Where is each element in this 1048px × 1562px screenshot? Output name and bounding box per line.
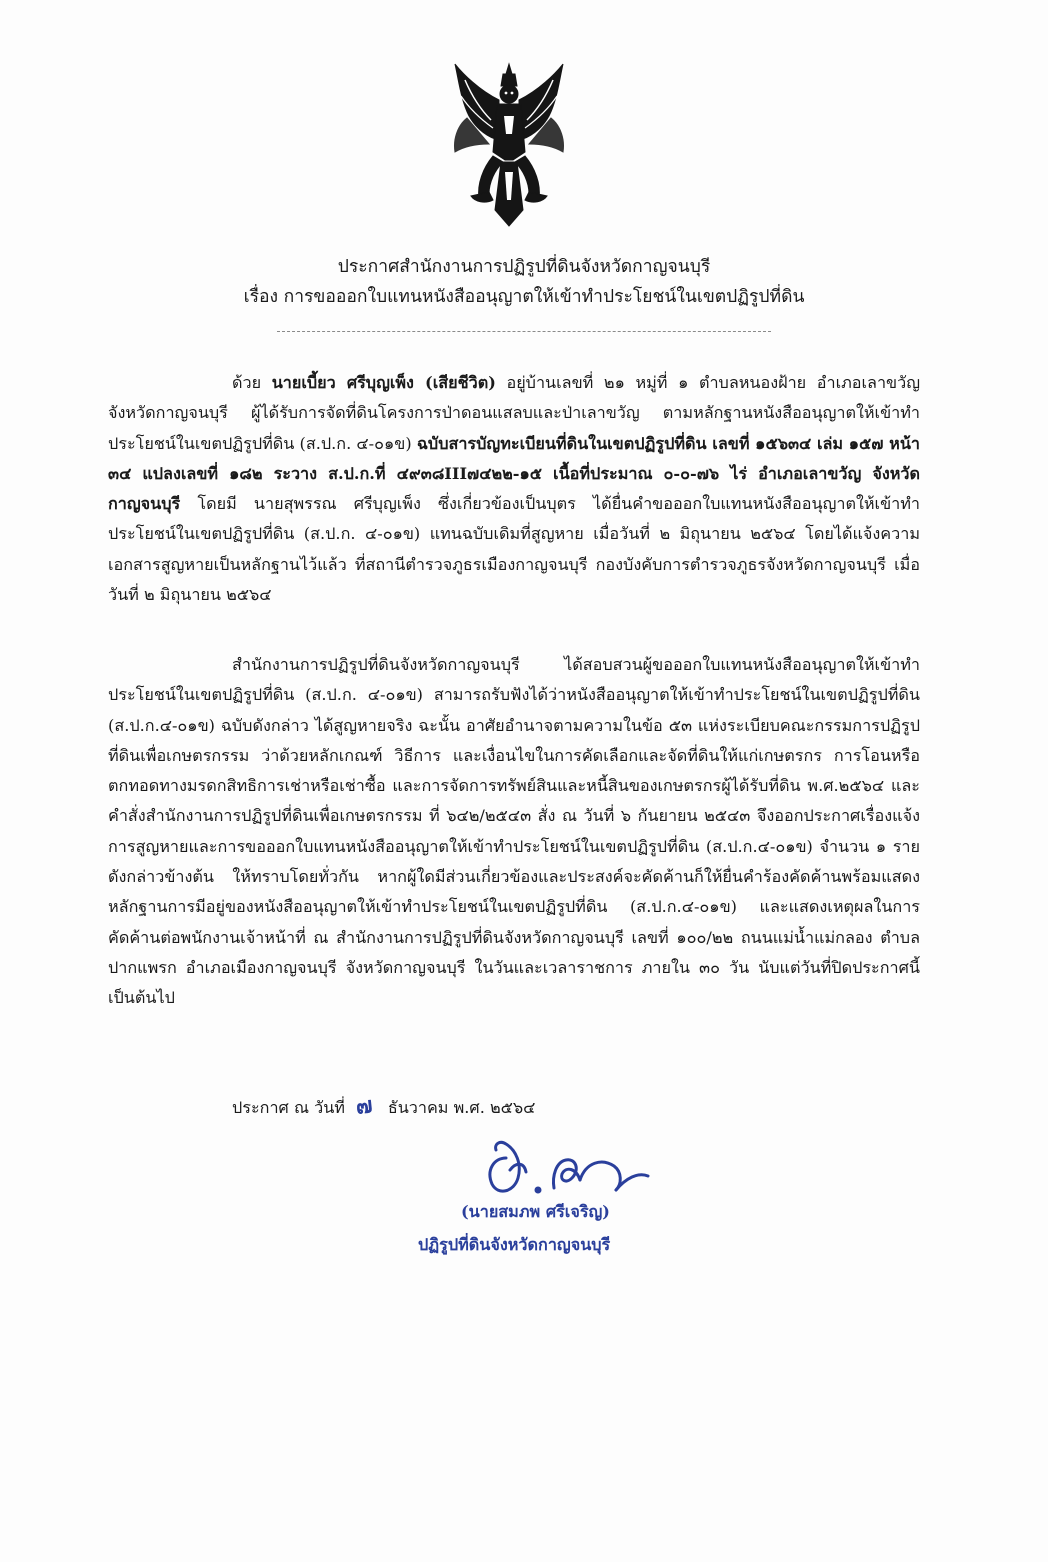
date-prefix: ประกาศ ณ วันที่ <box>232 1098 345 1117</box>
p1-segment: ด้วย <box>232 373 272 392</box>
signer-position: ปฏิรูปที่ดินจังหวัดกาญจนบุรี <box>418 1235 611 1254</box>
announcement-subject: เรื่อง การขอออกใบแทนหนังสืออนุญาตให้เข้าทำประโยชน์ในเขตปฏิรูปที่ดิน <box>243 287 805 307</box>
p1-person-name: นายเบี้ยว ศรีบุญเพ็ง (เสียชีวิต) <box>271 373 496 392</box>
p1-segment: โดยมี นายสุพรรณ ศรีบุญเพ็ง ซึ่งเกี่ยวข้องเป็นบุตร ได้ยื่นคำขอออกใบแทนหนังสืออนุญาตให้เข้าทำประโยชน์ในเขตปฏิรูปที่ดิน (ส.ป.ก. ๔-๐๑ข) แทนฉบับเดิมที่สูญหาย เมื่อวันที่ ๒ มิถุนายน ๒๕๖๔ โดยได้แจ้งความเอกสารสูญหายเป็นหลักฐานไว้แล้ว ที่สถานีตำรวจภูธรเมืองกาญจนบุรี กองบังคับการตำรวจภูธรจังหวัดกาญจนบุรี เมื่อวันที่ ๒ มิถุนายน ๒๕๖๔ <box>108 494 920 605</box>
paragraph-2: สำนักงานการปฏิรูปที่ดินจังหวัดกาญจนบุรี ได้สอบสวนผู้ขอออกใบแทนหนังสืออนุญาตให้เข้าทำประโยชน์ในเขตปฏิรูปที่ดิน (ส.ป.ก. ๔-๐๑ข) สามารถรับฟังได้ว่าหนังสืออนุญาตให้เข้าทำประโยชน์ในเขตปฏิรูปที่ดิน (ส.ป.ก.๔-๐๑ข) ฉบับดังกล่าว ได้สูญหายจริง ฉะนั้น อาศัยอำนาจตามความในข้อ ๕๓ แห่งระเบียบคณะกรรมการปฏิรูปที่ดินเพื่อเกษตรกรรม ว่าด้วยหลักเกณฑ์ วิธีการ และเงื่อนไขในการคัดเลือกและจัดที่ดินให้แก่เกษตรกร การโอนหรือตกทอดทางมรดกสิทธิการเช่าหรือเช่าซื้อ และการจัดการทรัพย์สินและหนี้สินของเกษตรกรผู้ได้รับที่ดิน พ.ศ.๒๕๖๔ และคำสั่งสำนักงานการปฏิรูปที่ดินเพื่อเกษตรกรรม ที่ ๖๔๒/๒๕๔๓ สั่ง ณ วันที่ ๖ กันยายน ๒๕๔๓ จึงออกประกาศเรื่องแจ้งการสูญหายและการขอออกใบแทนหนังสืออนุญาตให้เข้าทำประโยชน์ในเขตปฏิรูปที่ดิน (ส.ป.ก.๔-๐๑ข) จำนวน ๑ ราย ดังกล่าวข้างต้น ให้ทราบโดยทั่วกัน หากผู้ใดมีส่วนเกี่ยวข้องและประสงค์จะคัดค้านก็ให้ยื่นคำร้องคัดค้านพร้อมแสดงหลักฐานการมีอยู่ของหนังสืออนุญาตให้เข้าทำประโยชน์ในเขตปฏิรูปที่ดิน (ส.ป.ก.๔-๐๑ข) และแสดงเหตุผลในการคัดค้านต่อพนักงานเจ้าหน้าที่ ณ สำนักงานการปฏิรูปที่ดินจังหวัดกาญจนบุรี เลขที่ ๑๐๐/๒๒ ถนนแม่น้ำแม่กลอง ตำบลปากแพรก อำเภอเมืองกาญจนบุรี จังหวัดกาญจนบุรี ในวันและเวลาราชการ ภายใน ๓๐ วัน นับแต่วันที่ปิดประกาศนี้ เป็นต้นไป <box>108 655 920 1008</box>
paragraph-1 <box>108 368 920 610</box>
date-suffix: ธันวาคม พ.ศ. ๒๕๖๔ <box>387 1098 536 1117</box>
announcement-title: ประกาศสำนักงานการปฏิรูปที่ดินจังหวัดกาญจนบุรี <box>337 257 711 277</box>
p1-segment: อยู่บ้านเลขที่ ๒๑ หมู่ที่ ๑ ตำบลหนองฝ้าย อำเภอเลาขวัญ จังหวัดกาญจนบุรี ผู้ได้รับการจัดที่ดินโครงการป่าดอนแสลบและป่าเลาขวัญ ตามหลักฐานหนังสืออนุญาตให้เข้าทำประโยชน์ในเขตปฏิรูปที่ดิน (ส.ป.ก. ๔-๐๑ข) <box>108 373 921 453</box>
signer-name: (นายสมภพ ศรีเจริญ) <box>461 1202 610 1221</box>
announcement-date <box>232 1092 535 1123</box>
garuda-emblem-icon <box>449 60 569 230</box>
handwritten-signature-icon <box>476 1128 656 1200</box>
handwritten-day: ๗ <box>354 1093 374 1120</box>
title-divider <box>277 331 771 332</box>
p1-land-details: ฉบับสารบัญทะเบียนที่ดินในเขตปฏิรูปที่ดิน เลขที่ ๑๕๖๓๔ เล่ม ๑๕๗ หน้า ๓๔ แปลงเลขที่ ๑๘๒ ระวาง ส.ป.ก.ที่ ๔๙๓๘III๗๔๒๒-๑๕ เนื้อที่ประมาณ ๐-๐-๗๖ ไร่ อำเภอเลาขวัญ จังหวัดกาญจนบุรี <box>108 433 920 514</box>
